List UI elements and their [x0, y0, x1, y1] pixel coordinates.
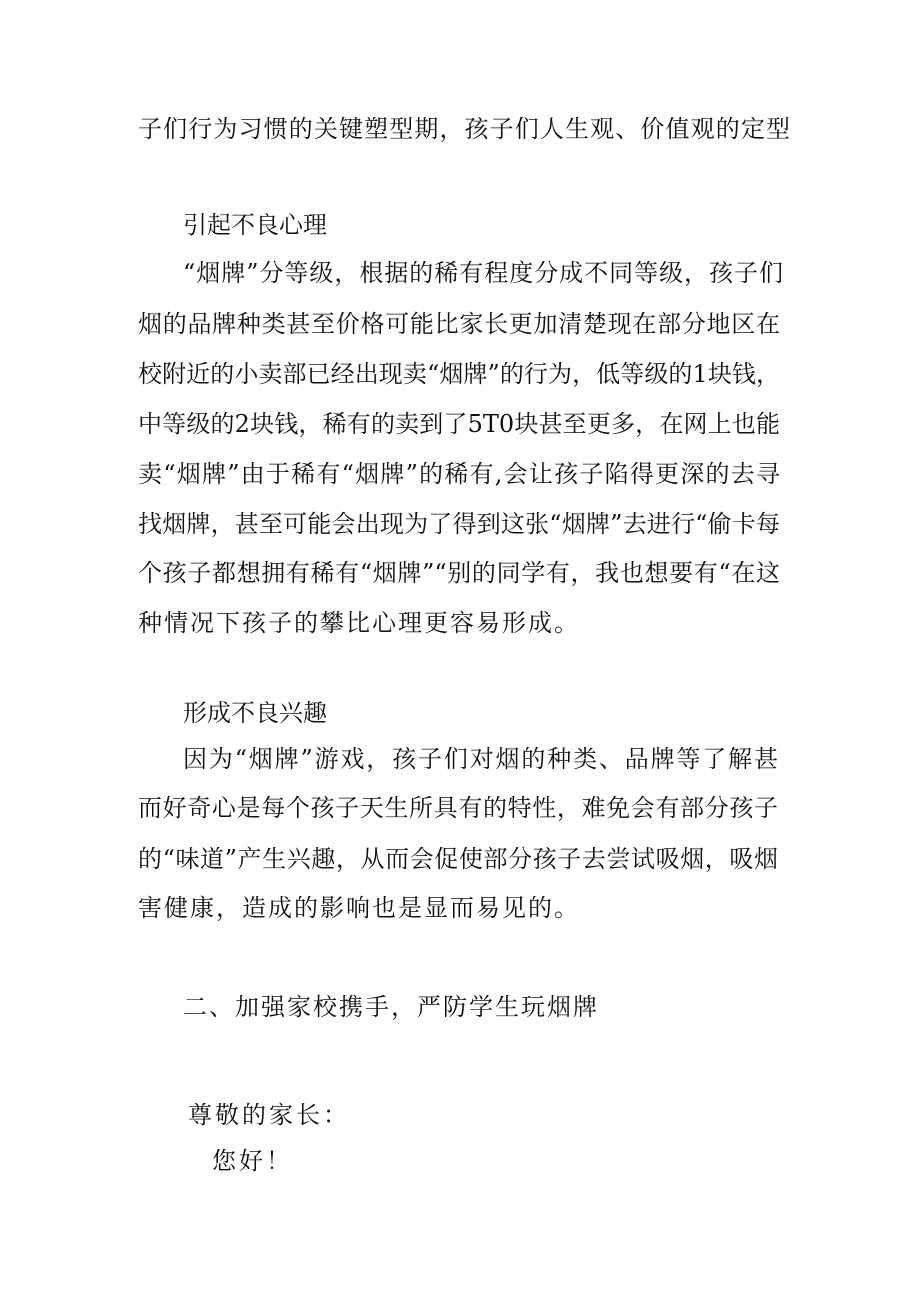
paragraph-line: “烟牌”分等级，根据的稀有程度分成不同等级，孩子们	[183, 259, 783, 287]
section-heading: 形成不良兴趣	[183, 699, 327, 727]
paragraph-line: 找烟牌，甚至可能会出现为了得到这张“烟牌”去进行“偷卡每	[138, 510, 780, 538]
paragraph-line: 种情况下孩子的攀比心理更容易形成。	[138, 609, 580, 637]
paragraph-line: 因为“烟牌”游戏，孩子们对烟的种类、品牌等了解甚	[183, 745, 778, 773]
paragraph-line: 烟的品牌种类甚至价格可能比家长更加清楚现在部分地区在	[138, 310, 780, 338]
paragraph-line: 而好奇心是每个孩子天生所具有的特性，难免会有部分孩子	[138, 794, 778, 822]
paragraph-line: 害健康，造成的影响也是显而易见的。	[138, 894, 580, 922]
paragraph-line: 个孩子都想拥有稀有“烟牌”“别的同学有，我也想要有“在这	[138, 559, 780, 587]
paragraph-line: 子们行为习惯的关键塑型期，孩子们人生观、价值观的定型	[138, 115, 790, 143]
section-heading: 二、加强家校携手，严防学生玩烟牌	[183, 993, 599, 1021]
paragraph-line: 校附近的小卖部已经出现卖“烟牌”的行为，低等级的1块钱，	[138, 360, 780, 388]
paragraph-line: 的“味道”产生兴趣，从而会促使部分孩子去尝试吸烟，吸烟	[138, 845, 778, 873]
greeting: 您好！	[212, 1147, 293, 1175]
paragraph-line: 中等级的2块钱，稀有的卖到了5T0块甚至更多，在网上也能	[138, 410, 780, 438]
section-heading: 引起不良心理	[183, 211, 327, 239]
paragraph-line: 卖“烟牌”由于稀有“烟牌”的稀有,会让孩子陷得更深的去寻	[138, 460, 780, 488]
salutation: 尊敬的家长：	[188, 1101, 350, 1129]
